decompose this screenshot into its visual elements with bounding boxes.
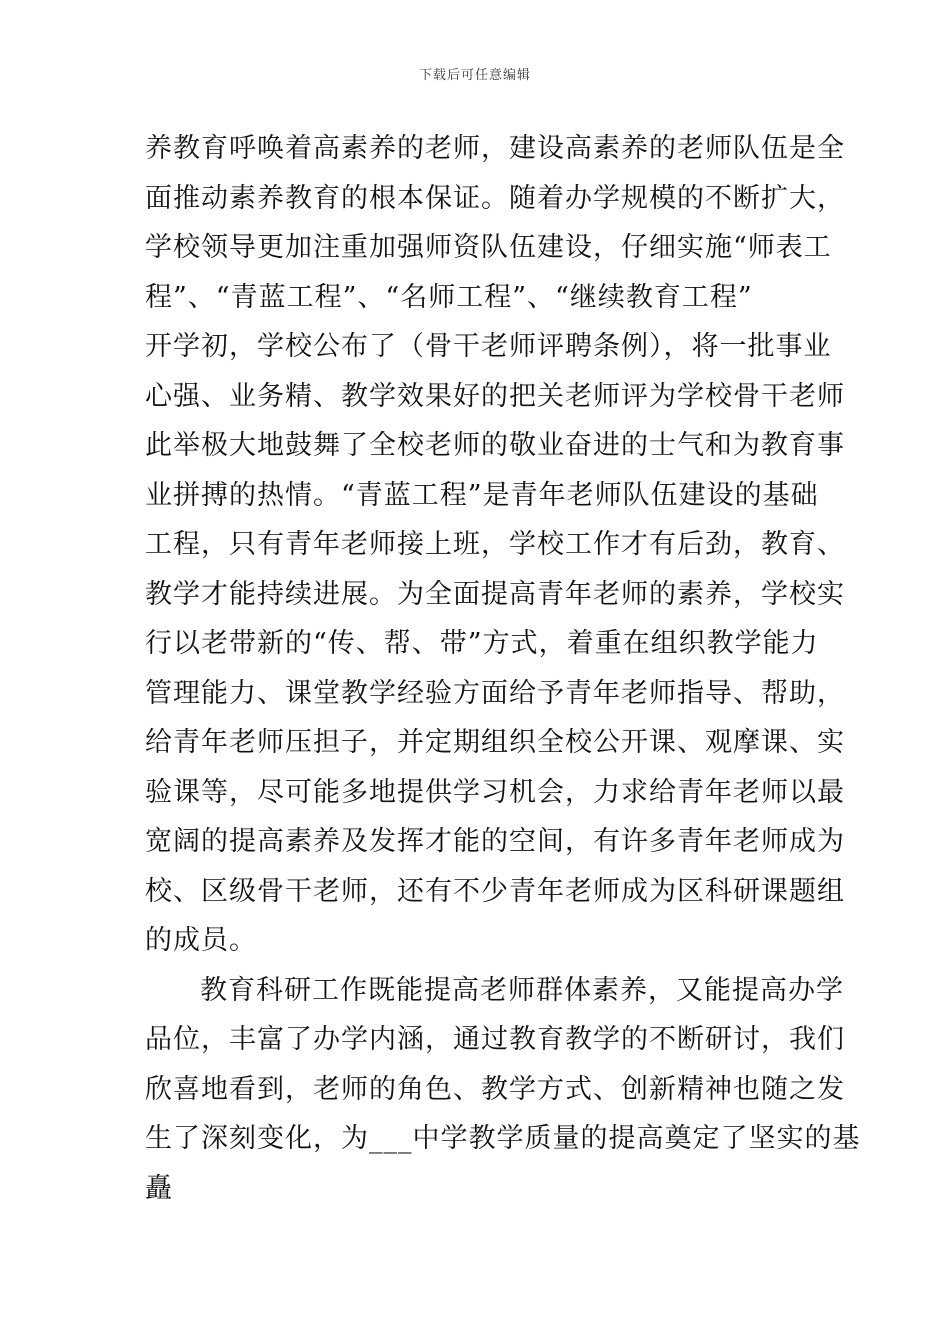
text-line: 验课等，尽可能多地提供学习机会，力求给青年老师以最 (145, 776, 845, 808)
text-line: 工程，只有青年老师接上班，学校工作才有后劲，教育、 (145, 529, 845, 560)
text-line: 开学初，学校公布了（骨干老师评聘条例），将一批事业 (145, 331, 832, 362)
text-line: 管理能力、课堂教学经验方面给予青年老师指导、帮助， (145, 677, 845, 709)
text-line: 养教育呼唤着高素养的老师，建设高素养的老师队伍是全 (145, 133, 845, 164)
document-body (145, 124, 861, 1213)
text-line: 此举极大地鼓舞了全校老师的敬业奋进的士气和为教育事 (145, 430, 845, 461)
text-line: 行以老带新的“传、帮、带”方式，着重在组织教学能力 (145, 628, 819, 659)
text-line: 品位，丰富了办学内涵，通过教育教学的不断研讨，我们 (145, 1024, 845, 1055)
paragraph-2 (145, 966, 861, 1214)
page-header-note: 下载后可任意编辑 (418, 68, 531, 83)
text-line: 面推动素养教育的根本保证。随着办学规模的不断扩大， (145, 182, 845, 214)
text-line: 欣喜地看到，老师的角色、教学方式、创新精神也随之发 (145, 1073, 845, 1105)
text-line: 学校领导更加注重加强师资队伍建设，仔细实施“师表工 (145, 232, 832, 263)
text-line: 教育科研工作既能提高老师群体素养，又能提高办学 (200, 974, 844, 1006)
text-line: 业拼搏的热情。“青蓝工程”是青年老师队伍建设的基础 (145, 479, 819, 511)
paragraph-1 (145, 124, 845, 966)
text-line: 心强、业务精、教学效果好的把关老师评为学校骨干老师 (145, 380, 845, 412)
text-line: 的成员。 (145, 925, 257, 956)
text-line: 校、区级骨干老师，还有不少青年老师成为区科研课题组 (145, 875, 845, 907)
text-line: 宽阔的提高素养及发挥才能的空间，有许多青年老师成为 (145, 826, 845, 857)
text-line: 程”、“青蓝工程”、“名师工程”、“继续教育工程” (145, 281, 753, 313)
text-line: 教学才能持续进展。为全面提高青年老师的素养，学校实 (145, 578, 845, 610)
text-line: 给青年老师压担子，并定期组织全校公开课、观摩课、实 (145, 727, 845, 758)
text-line: 生了深刻变化，为___中学教学质量的提高奠定了坚实的基 (145, 1123, 861, 1154)
text-line: 矗 (145, 1172, 173, 1204)
